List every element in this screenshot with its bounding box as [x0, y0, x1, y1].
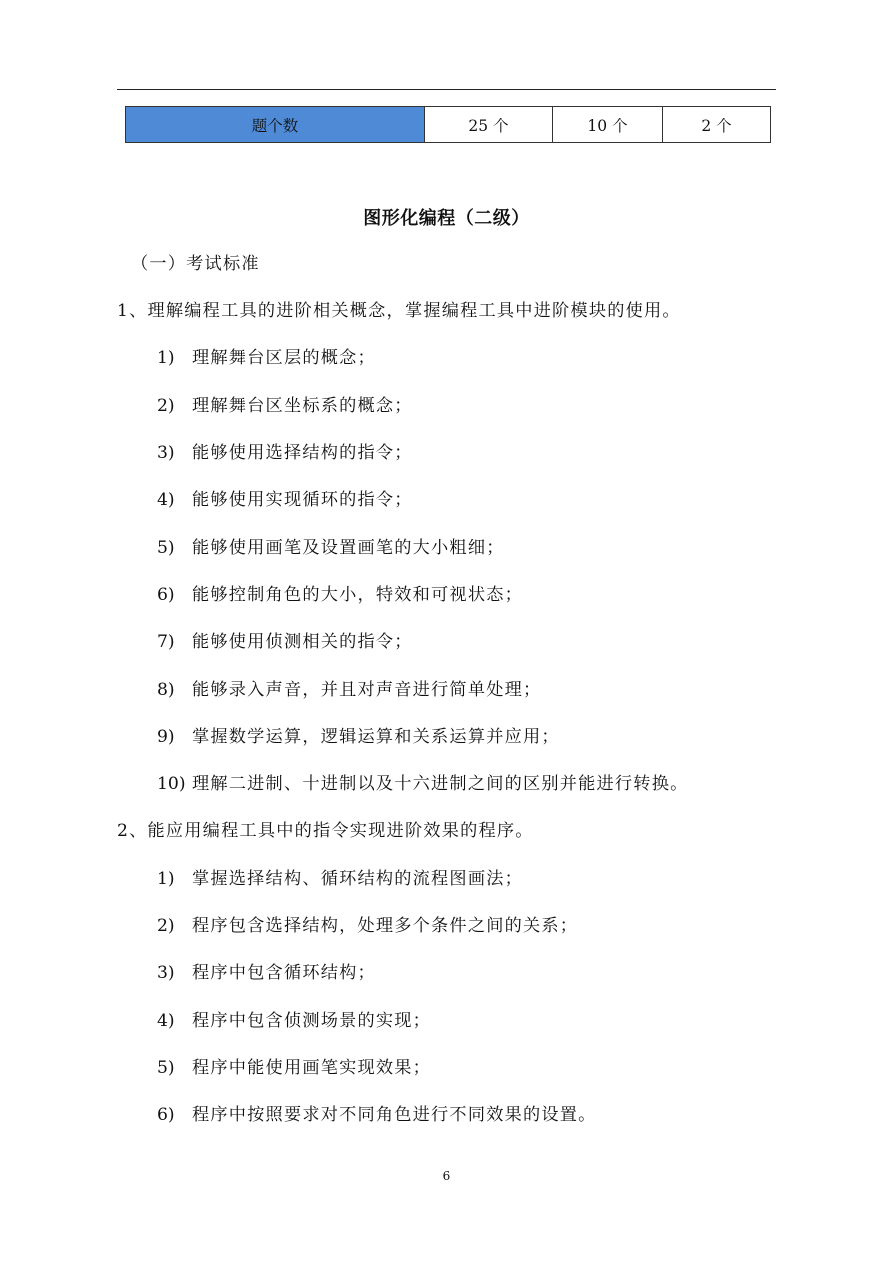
section-title: 图形化编程（二级）	[363, 208, 530, 229]
list-number: 2)	[157, 916, 175, 936]
list-text: 程序包含选择结构，处理多个条件之间的关系；	[192, 916, 579, 936]
list-item	[157, 725, 560, 749]
list-number: 6)	[157, 585, 175, 605]
list-text: 能够使用选择结构的指令；	[192, 443, 413, 463]
list-item	[157, 394, 413, 418]
list-item	[157, 772, 688, 796]
list-text: 理解二进制、十进制以及十六进制之间的区别并能进行转换。	[192, 774, 689, 794]
requirement-2: 2、能应用编程工具中的指令实现进阶效果的程序。	[117, 821, 534, 841]
table-label-cell: 题个数	[126, 107, 425, 143]
table-value-cell: 10 个	[553, 107, 663, 143]
table-value-cell: 2 个	[663, 107, 771, 143]
list-number: 6)	[157, 1105, 175, 1125]
list-item	[157, 1009, 431, 1033]
list-number: 4)	[157, 1011, 175, 1031]
list-item	[157, 678, 541, 702]
list-item	[157, 583, 523, 607]
list-text: 掌握数学运算，逻辑运算和关系运算并应用；	[192, 727, 560, 747]
list-item	[157, 441, 413, 465]
list-text: 程序中包含循环结构；	[192, 963, 376, 983]
list-number: 5)	[157, 1058, 175, 1078]
table-row	[126, 107, 771, 143]
list-item	[157, 914, 578, 938]
list-text: 能够录入声音，并且对声音进行简单处理；	[192, 680, 542, 700]
list-item	[157, 961, 376, 985]
list-number: 8)	[157, 680, 175, 700]
list-number: 10)	[157, 774, 186, 794]
list-item	[157, 1056, 431, 1080]
list-number: 9)	[157, 727, 175, 747]
list-text: 能够使用画笔及设置画笔的大小粗细；	[192, 538, 505, 558]
list-text: 能够使用实现循环的指令；	[192, 490, 413, 510]
list-item	[157, 346, 376, 370]
list-number: 7)	[157, 632, 175, 652]
subsection-heading: （一）考试标准	[131, 254, 260, 274]
requirement-1: 1、理解编程工具的进阶相关概念，掌握编程工具中进阶模块的使用。	[117, 301, 681, 321]
list-number: 1)	[157, 869, 175, 889]
list-text: 理解舞台区坐标系的概念；	[192, 396, 413, 416]
list-item	[157, 630, 413, 654]
list-number: 5)	[157, 538, 175, 558]
header-rule	[117, 89, 776, 90]
list-number: 3)	[157, 443, 175, 463]
table-value-cell: 25 个	[425, 107, 553, 143]
list-text: 程序中能使用画笔实现效果；	[192, 1058, 432, 1078]
list-text: 能够控制角色的大小，特效和可视状态；	[192, 585, 523, 605]
list-number: 4)	[157, 490, 175, 510]
list-item	[157, 488, 413, 512]
list-number: 2)	[157, 396, 175, 416]
summary-table	[125, 106, 771, 143]
list-text: 理解舞台区层的概念；	[192, 348, 376, 368]
list-text: 程序中按照要求对不同角色进行不同效果的设置。	[192, 1105, 597, 1125]
list-text: 程序中包含侦测场景的实现；	[192, 1011, 432, 1031]
list-number: 3)	[157, 963, 175, 983]
list-item	[157, 1103, 597, 1127]
list-item	[157, 867, 523, 891]
page-number: 6	[442, 1169, 451, 1183]
list-item	[157, 536, 505, 560]
list-text: 掌握选择结构、循环结构的流程图画法；	[192, 869, 523, 889]
list-number: 1)	[157, 348, 175, 368]
list-text: 能够使用侦测相关的指令；	[192, 632, 413, 652]
